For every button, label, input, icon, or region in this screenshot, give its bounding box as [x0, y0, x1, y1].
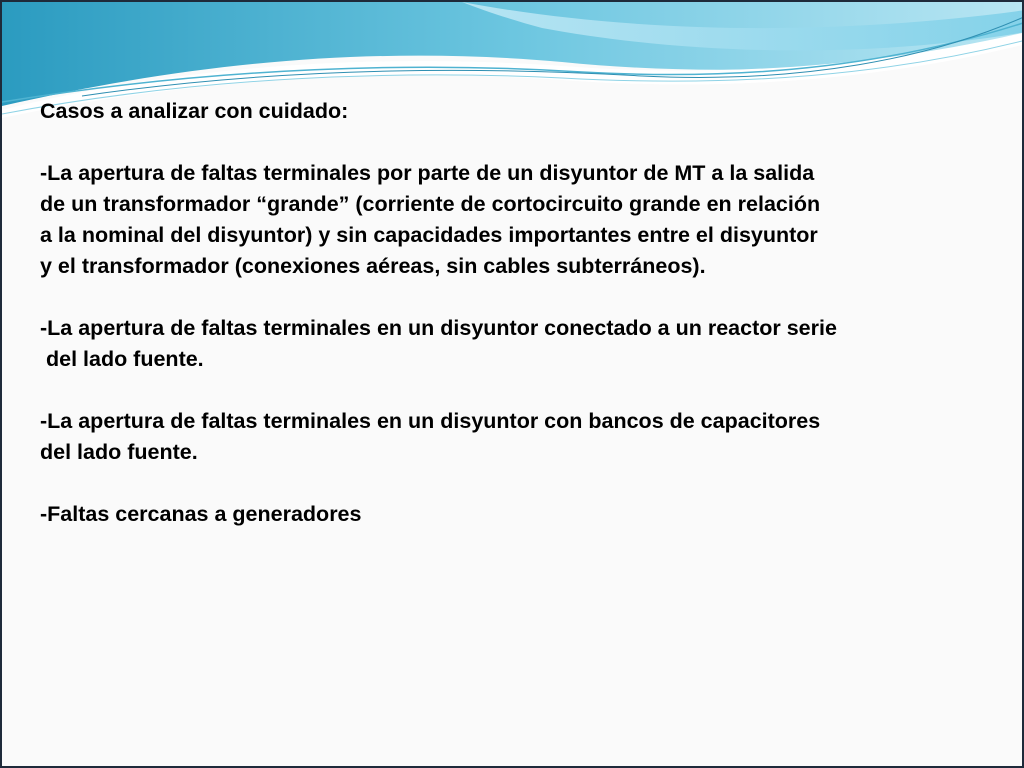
- item-1-line-1: -La apertura de faltas terminales por parte de un disyuntor de MT a la salida: [40, 161, 815, 185]
- spacer: [40, 468, 1000, 499]
- item-3-line-2: del lado fuente.: [40, 440, 198, 464]
- slide-body: [40, 96, 1000, 530]
- slide-heading: Casos a analizar con cuidado:: [40, 99, 349, 123]
- item-4-line-1: -Faltas cercanas a generadores: [40, 502, 362, 526]
- item-2-line-2: del lado fuente.: [40, 347, 204, 371]
- spacer: [40, 375, 1000, 406]
- item-2-line-1: -La apertura de faltas terminales en un disyuntor conectado a un reactor serie: [40, 316, 837, 340]
- item-1-line-2: de un transformador “grande” (corriente de cortocircuito grande en relación: [40, 192, 821, 216]
- item-1-line-4: y el transformador (conexiones aéreas, sin cables subterráneos).: [40, 254, 706, 278]
- item-3-line-1: -La apertura de faltas terminales en un disyuntor con bancos de capacitores: [40, 409, 821, 433]
- item-1-line-3: a la nominal del disyuntor) y sin capacidades importantes entre el disyuntor: [40, 223, 818, 247]
- spacer: [40, 127, 1000, 158]
- spacer: [40, 282, 1000, 313]
